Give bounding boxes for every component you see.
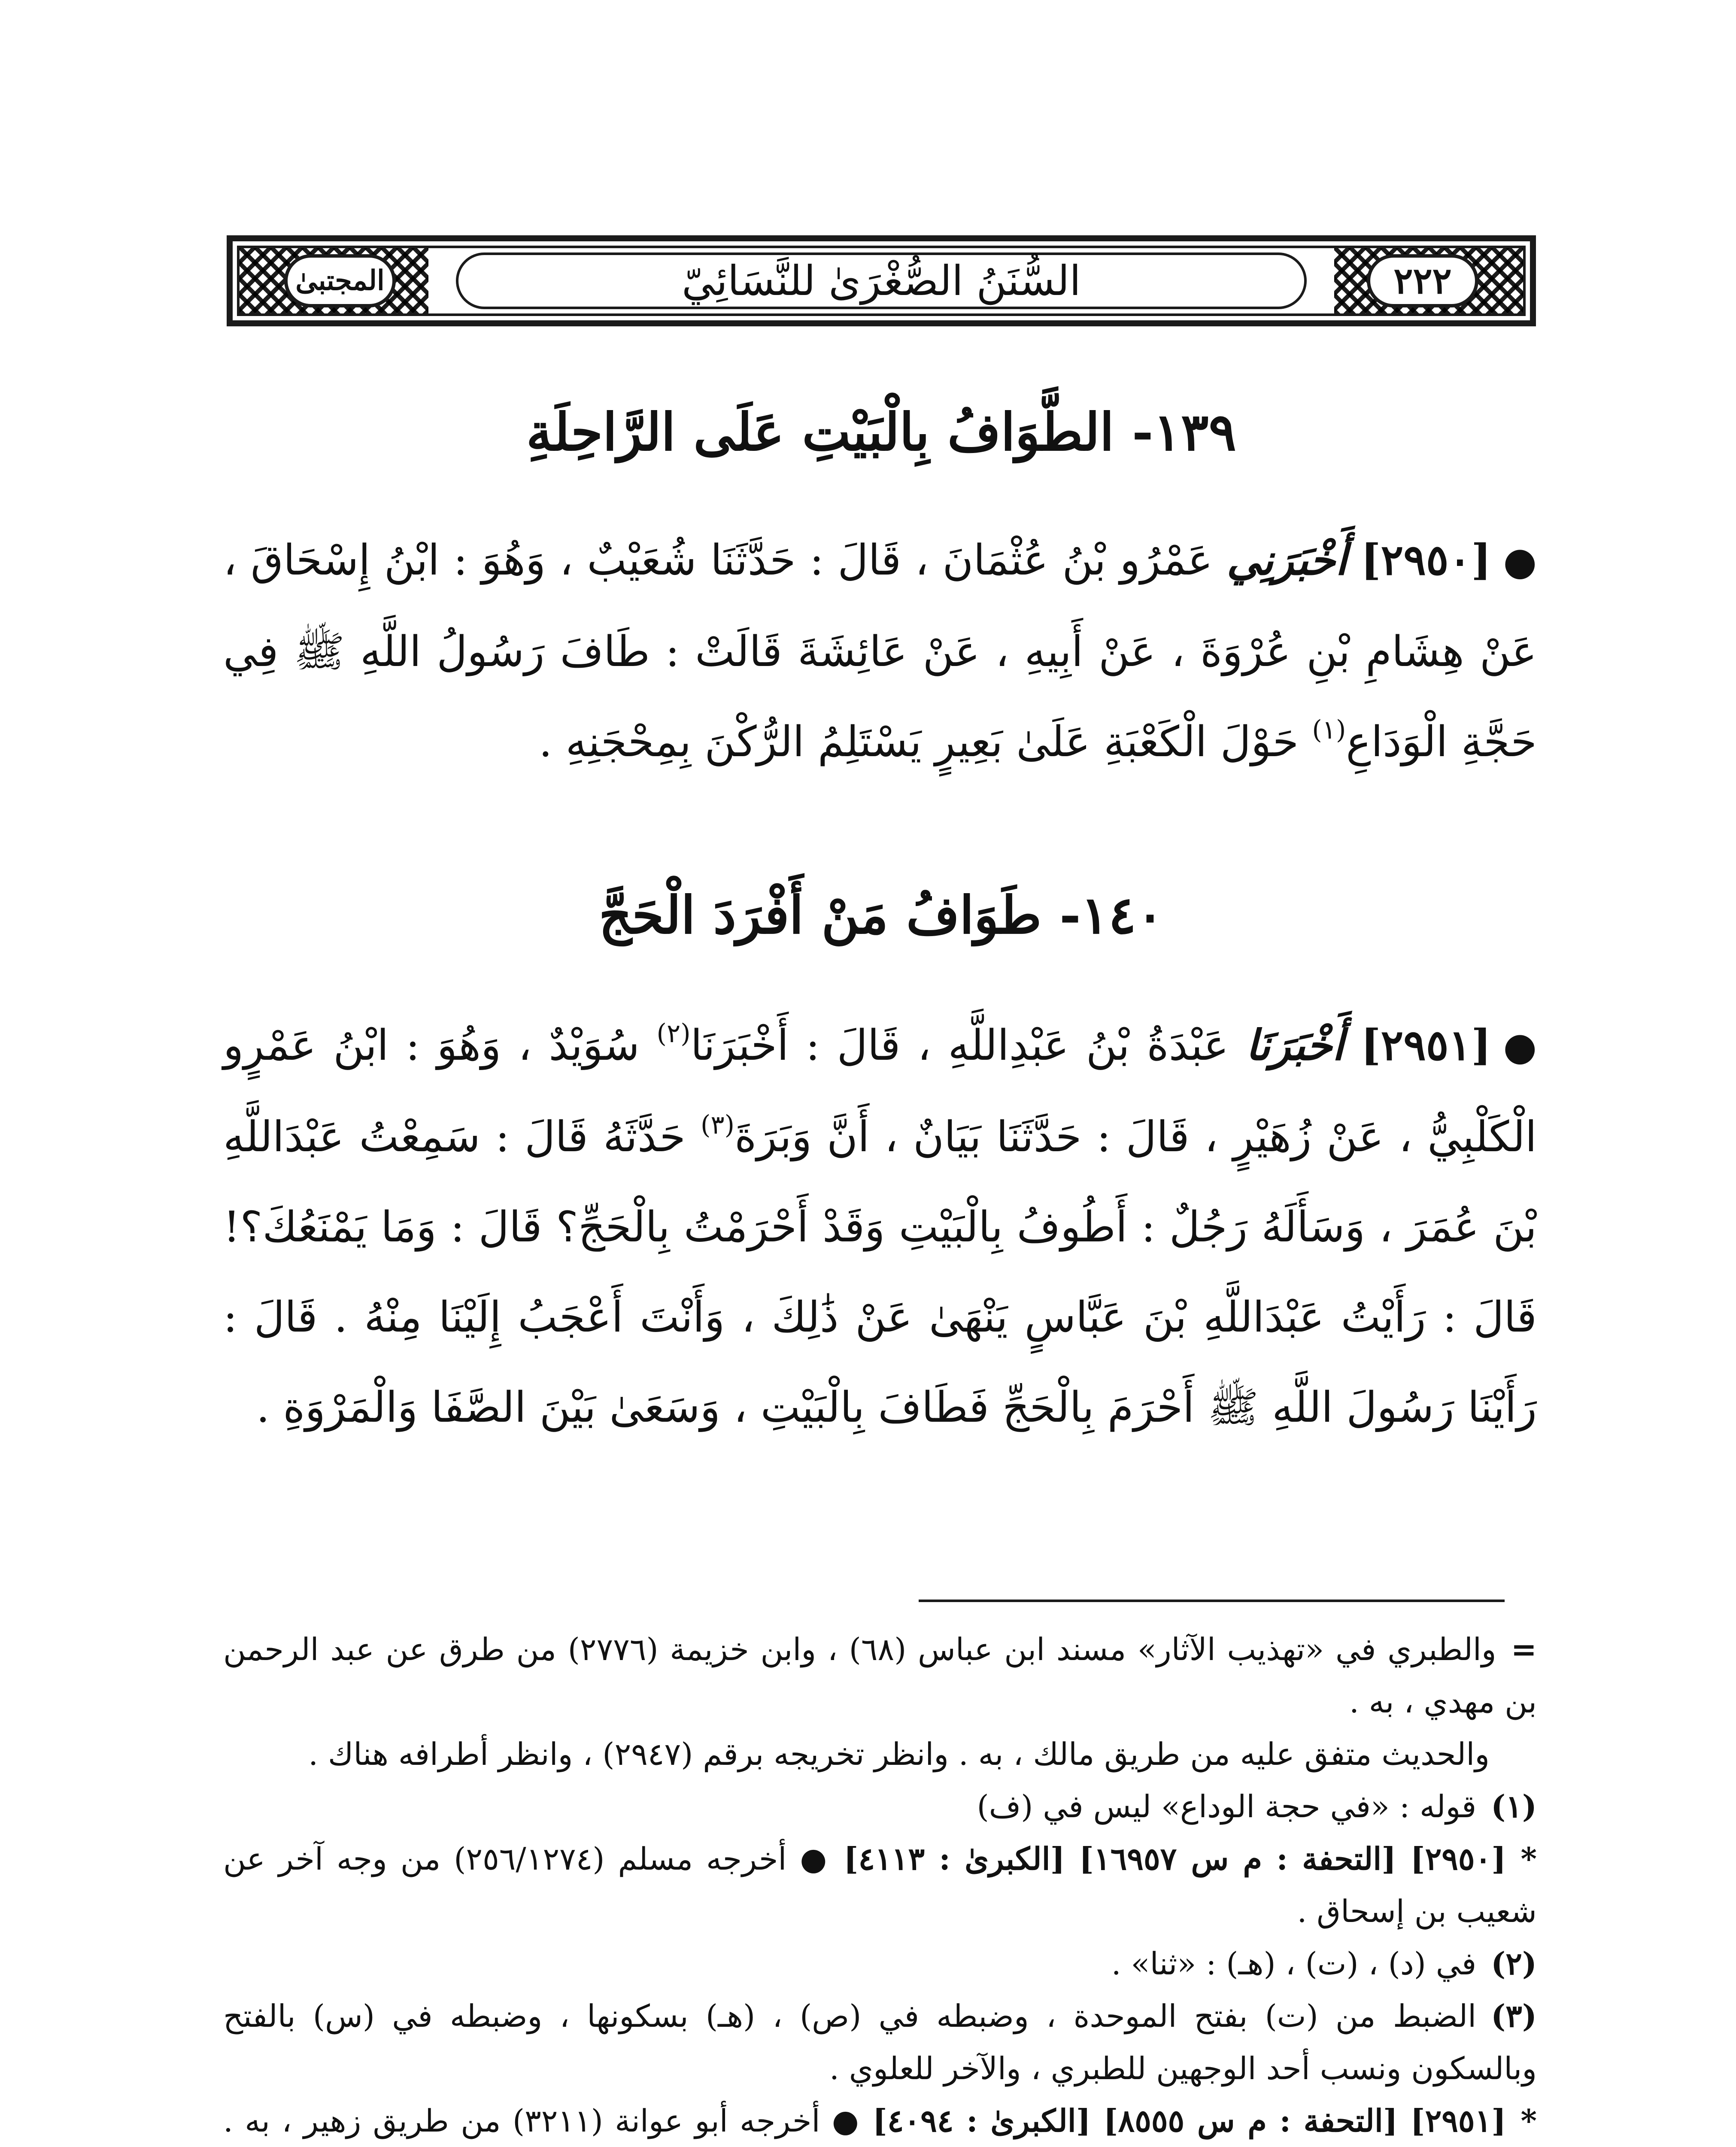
hadith-text: حَوْلَ الْكَعْبَةِ عَلَىٰ بَعِيرٍ يَسْتَلِمُ الرُّكْنَ بِمِحْجَنِهِ . [539, 718, 1299, 766]
footnote-divider [919, 1600, 1505, 1602]
bullet-icon: ● [1503, 539, 1537, 584]
footnote-1 [223, 1780, 1537, 1833]
bullet-icon: ● [1503, 1024, 1537, 1069]
takhrij-2951 [223, 2095, 1537, 2147]
book-title-box [456, 252, 1307, 309]
takhrij-text: ● أخرجه مسلم (٢٥٦/١٢٧٤) من وجه آخر عن شعيب بن إسحاق . [223, 1841, 1537, 1929]
hadith-ref: [٢٩٥٠] [1361, 535, 1491, 585]
hadith-lead: أَخْبَرَنِي [1226, 535, 1347, 585]
takhrij-2950 [223, 1833, 1537, 1937]
star-icon: * [1521, 2102, 1537, 2139]
takhrij-text: ● أخرجه أبو عوانة (٣٢١١) من طريق زهير ، به . [223, 2103, 861, 2139]
page-number: ٢٢٢ [1393, 259, 1452, 302]
footnote-number: (٣) [1491, 1998, 1537, 2034]
hadith-text: سُوَيْدٌ ، وَهُوَ : ابْنُ عَمْرٍو الْكَلْبِيُّ ، عَنْ زُهَيْرٍ ، قَالَ : حَدَّثَنَا بَيَانٌ ، أَنَّ وَبَرَةَ [223, 1021, 1537, 1162]
hadith-2951 [223, 1001, 1537, 1453]
star-icon: * [1521, 1840, 1537, 1877]
hadith-ref: [٢٩٥١] [1361, 1021, 1491, 1070]
footnote-number: (٢) [1491, 1945, 1537, 1982]
book-title: السُّنَنُ الصُّغْرَىٰ للنَّسَائِيّ [682, 257, 1081, 305]
page-number-cartouche [1367, 254, 1478, 307]
footnote-number: (١) [1491, 1788, 1537, 1825]
footnote-ref-3: (٣) [701, 1110, 735, 1140]
hadith-text: عَمْرُو بْنُ عُثْمَانَ ، قَالَ : حَدَّثَنَا شُعَيْبٌ ، وَهُوَ : ابْنُ إِسْحَاقَ ، عَنْ هِشَامِ بْنِ عُرْوَةَ ، عَنْ أَبِيهِ ، عَنْ عَائِشَةَ قَالَتْ : طَافَ رَسُولُ اللَّهِ ﷺ فِي حَجَّةِ الْوَدَاعِ [223, 536, 1537, 766]
footnote-continuation-2: والحديث متفق عليه من طريق مالك ، به . وانظر تخريجه برقم (٢٩٤٧) ، وانظر أطرافه هناك . [308, 1736, 1490, 1772]
hadith-text: حَدَّثَهُ قَالَ : سَمِعْتُ عَبْدَاللَّهِ بْنَ عُمَرَ ، وَسَأَلَهُ رَجُلٌ : أَطُوفُ بِالْبَيْتِ وَقَدْ أَحْرَمْتُ بِالْحَجِّ؟ قَالَ : وَمَا يَمْنَعُكَ؟! قَالَ : رَأَيْتُ عَبْدَاللَّهِ بْنَ عَبَّاسٍ يَنْهَىٰ عَنْ ذَٰلِكَ ، وَأَنْتَ أَعْجَبُ إِلَيْنَا مِنْهُ . قَالَ : رَأَيْنَا رَسُولَ اللَّهِ ﷺ أَحْرَمَ بِالْحَجِّ فَطَافَ بِالْبَيْتِ ، وَسَعَىٰ بَيْنَ الصَّفَا وَالْمَرْوَةِ . [223, 1113, 1537, 1432]
footnote-text: قوله : «في حجة الوداع» ليس في (ف) [977, 1788, 1477, 1825]
chapter-heading-139: ١٣٩- الطَّوَافُ بِالْبَيْتِ عَلَى الرَّاحِلَةِ [526, 402, 1237, 462]
takhrij-ref: [٢٩٥٠] [التحفة : م س ١٦٩٥٧] [الكبرىٰ : ٤١١٣] [844, 1840, 1506, 1877]
hadith-2950 [223, 515, 1537, 787]
footnote-continuation [223, 1623, 1537, 1728]
footnote-ref-1: (١) [1312, 715, 1346, 745]
chapter-heading-140: ١٤٠- طَوَافُ مَنْ أَفْرَدَ الْحَجَّ [598, 885, 1164, 946]
footnote-text: في (د) ، (ت) ، (هـ) : «ثنا» . [1111, 1946, 1477, 1982]
footnote-text: الضبط من (ت) بفتح الموحدة ، وضبطه في (ص) ، (هـ) بسكونها ، وضبطه في (س) بالفتح وبالسكون ونسب أحد الوجهين للطبري ، والآخر للعلوي . [223, 1998, 1537, 2086]
continuation-mark: = [1511, 1631, 1537, 1667]
takhrij-ref: [٢٩٥١] [التحفة : م س ٨٥٥٥] [الكبرىٰ : ٤٠٩٤] [872, 2102, 1506, 2139]
footnote-text: والطبري في «تهذيب الآثار» مسند ابن عباس (٦٨) ، وابن خزيمة (٢٧٧٦) من طرق عن عبد الرحمن بن مهدي ، به . [223, 1631, 1537, 1720]
footnote-ref-2: (٢) [656, 1019, 691, 1049]
footnote-2 [223, 1937, 1537, 1990]
hadith-lead: أَخْبَرَنَا [1245, 1021, 1344, 1070]
running-header [227, 235, 1536, 326]
hadith-text: عَبْدَةُ بْنُ عَبْدِاللَّهِ ، قَالَ : أَخْبَرَنَا [690, 1021, 1229, 1070]
footnotes [223, 1623, 1537, 2147]
footnote-3 [223, 1990, 1537, 2095]
seal-cartouche [284, 254, 396, 307]
seal-text: المجتبىٰ [295, 265, 385, 297]
